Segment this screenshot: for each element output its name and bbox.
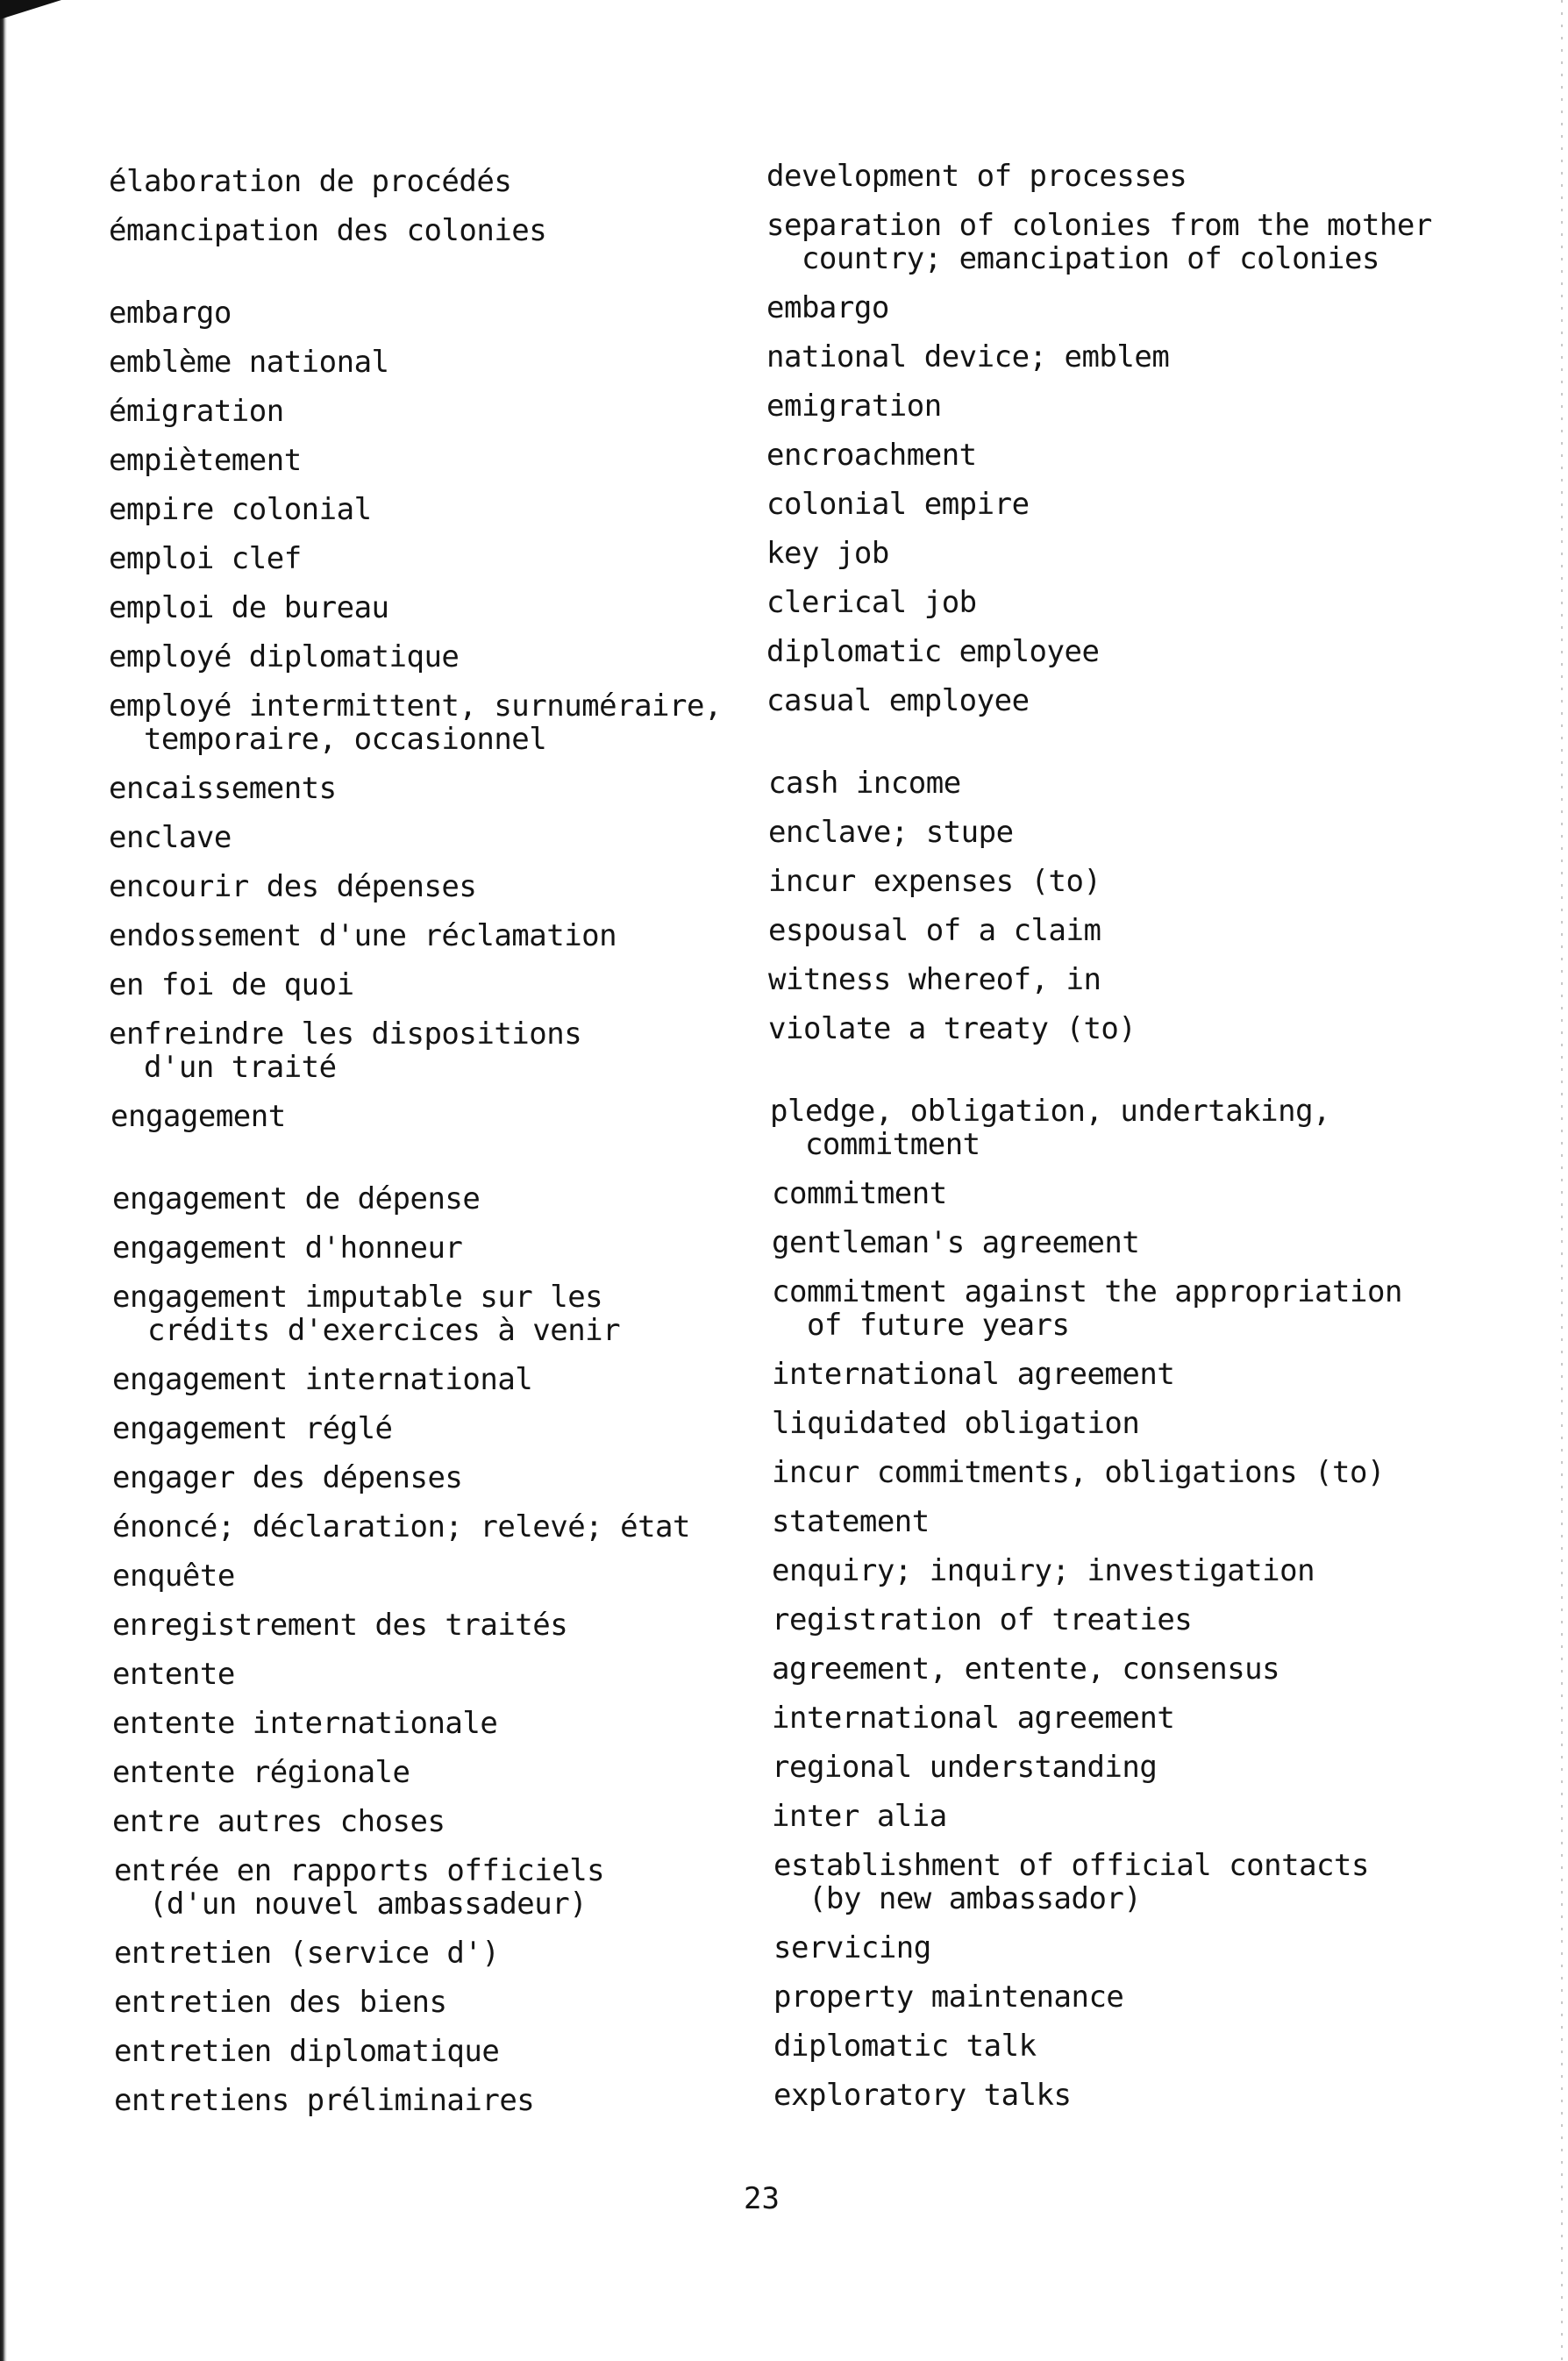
entry-french-term: enfreindre les dispositions d'un traité [109, 1016, 582, 1085]
entry-english-term: regional understanding [772, 1750, 1158, 1785]
entry-english-term: colonial empire [766, 487, 1030, 522]
entry-english-term: diplomatic employee [766, 634, 1100, 669]
entry-english-term: international agreement [772, 1357, 1175, 1392]
entry-english-term: clerical job [766, 585, 977, 620]
entry-french-term: engagement réglé [112, 1411, 393, 1446]
entry-french-term: entente [112, 1657, 235, 1692]
entry-english-term: property maintenance [773, 1979, 1124, 2015]
entry-english-term: pledge, obligation, undertaking, commitment [770, 1094, 1331, 1162]
entry-english-term: enquiry; inquiry; investigation [772, 1553, 1315, 1588]
entry-french-term: employé intermittent, surnuméraire, temporaire, occasionnel [109, 688, 722, 757]
entry-french-term: engager des dépenses [112, 1460, 463, 1495]
entry-english-term: development of processes [766, 159, 1187, 194]
entry-french-term: emploi clef [109, 541, 302, 576]
entry-english-term: servicing [773, 1930, 931, 1965]
entry-french-term: engagement imputable sur les crédits d'exercices à venir [112, 1280, 621, 1348]
page-number: 23 [744, 2181, 780, 2216]
entry-french-term: énoncé; déclaration; relevé; état [112, 1509, 691, 1544]
entry-french-term: entretien des biens [114, 1985, 447, 2020]
entry-french-term: engagement [110, 1099, 286, 1134]
entry-french-term: en foi de quoi [109, 967, 354, 1002]
entry-english-term: incur expenses (to) [768, 864, 1101, 899]
entry-french-term: enquête [112, 1559, 235, 1594]
entry-english-term: commitment against the appropriation of future years [772, 1274, 1402, 1343]
entry-english-term: espousal of a claim [768, 913, 1101, 948]
entry-french-term: entretien diplomatique [114, 2034, 500, 2069]
entry-english-term: gentleman's agreement [772, 1225, 1140, 1260]
entry-english-term: incur commitments, obligations (to) [772, 1455, 1385, 1490]
entry-english-term: key job [766, 536, 889, 571]
entry-french-term: engagement d'honneur [112, 1230, 463, 1266]
entry-english-term: enclave; stupe [768, 815, 1014, 850]
entry-english-term: establishment of official contacts (by new ambassador) [773, 1848, 1369, 1916]
entry-french-term: emploi de bureau [109, 590, 389, 625]
entry-french-term: entente internationale [112, 1706, 498, 1741]
entry-english-term: witness whereof, in [768, 962, 1101, 997]
entry-english-term: separation of colonies from the mother country; emancipation of colonies [766, 208, 1432, 276]
entry-english-term: agreement, entente, consensus [772, 1651, 1280, 1687]
entry-french-term: employé diplomatique [109, 639, 460, 674]
entry-english-term: emigration [766, 389, 942, 424]
entry-english-term: encroachment [766, 438, 977, 473]
entry-english-term: commitment [772, 1176, 947, 1211]
entry-english-term: statement [772, 1504, 930, 1539]
entry-french-term: encourir des dépenses [109, 869, 477, 904]
entry-english-term: liquidated obligation [772, 1406, 1140, 1441]
entry-french-term: élaboration de procédés [109, 164, 512, 199]
entry-english-term: violate a treaty (to) [768, 1011, 1137, 1046]
entry-english-term: national device; emblem [766, 339, 1170, 374]
entry-french-term: empire colonial [109, 492, 372, 527]
entry-english-term: embargo [766, 290, 889, 325]
entry-french-term: émancipation des colonies [109, 213, 547, 248]
entry-french-term: empiètement [109, 443, 302, 478]
entry-english-term: cash income [768, 766, 961, 801]
entry-english-term: inter alia [772, 1799, 947, 1834]
entry-french-term: émigration [109, 394, 284, 429]
entry-french-term: entrée en rapports officiels (d'un nouvel ambassadeur) [114, 1853, 605, 1922]
entry-english-term: registration of treaties [772, 1602, 1193, 1637]
entry-french-term: endossement d'une réclamation [109, 918, 617, 953]
entry-french-term: engagement de dépense [112, 1181, 481, 1216]
entry-french-term: enclave [109, 820, 232, 855]
entry-french-term: emblème national [109, 345, 389, 380]
entry-french-term: embargo [109, 296, 232, 331]
entry-french-term: entretiens préliminaires [114, 2083, 535, 2118]
entry-french-term: enregistrement des traités [112, 1608, 568, 1643]
entry-french-term: entretien (service d') [114, 1936, 500, 1971]
entry-english-term: diplomatic talk [773, 2029, 1037, 2064]
entry-english-term: exploratory talks [773, 2078, 1072, 2113]
entry-french-term: encaissements [109, 771, 337, 806]
entry-french-term: engagement international [112, 1362, 533, 1397]
entry-english-term: international agreement [772, 1701, 1175, 1736]
entry-french-term: entente régionale [112, 1755, 410, 1790]
entry-french-term: entre autres choses [112, 1804, 445, 1839]
entry-english-term: casual employee [766, 683, 1030, 718]
